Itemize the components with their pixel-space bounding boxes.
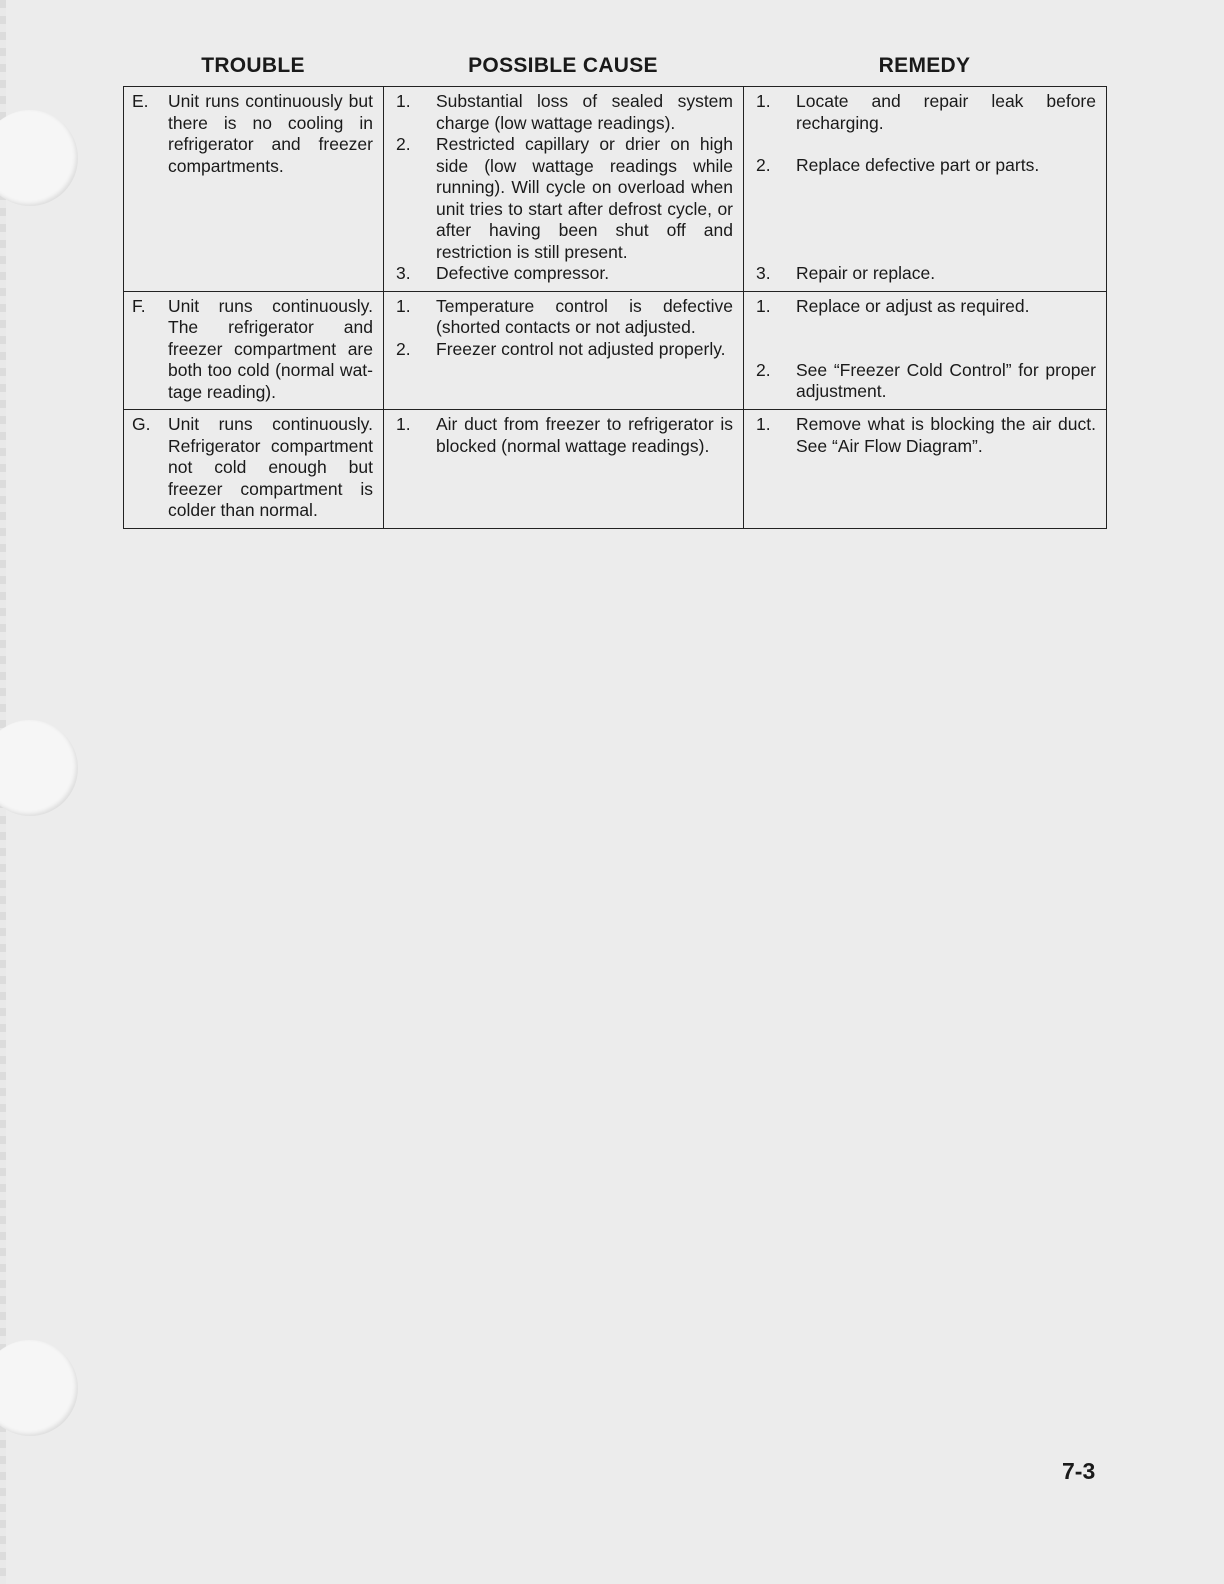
remedy-number: 1. xyxy=(756,91,771,111)
cause-text: Restricted capillary or drier on high side (low wattage readings while running). Will cycle on overload when unit tries to start after defrost cycle, or after having been shut off and restriction is still present. xyxy=(436,134,733,262)
cause-item xyxy=(384,263,743,285)
page-number: 7-3 xyxy=(1062,1458,1096,1484)
punch-hole xyxy=(0,1340,78,1436)
remedy-cell xyxy=(744,410,1107,529)
cause-item xyxy=(384,296,743,339)
cause-cell xyxy=(384,291,744,410)
remedy-text: See “Freezer Cold Control” for proper adjustment. xyxy=(796,359,1096,401)
cause-number: 2. xyxy=(396,134,411,154)
table-row xyxy=(124,87,1107,292)
remedy-item xyxy=(744,155,1106,177)
cause-cell xyxy=(384,87,744,292)
cause-item xyxy=(384,134,743,263)
cause-number: 1. xyxy=(396,295,411,316)
remedy-cell xyxy=(744,291,1107,410)
trouble-text: Unit runs continuously. Refrigerator compartment not cold enough but freezer compartment is colder than normal. xyxy=(168,414,373,520)
cause-text: Air duct from freezer to refrigerator is blocked (normal wattage readings). xyxy=(436,414,733,456)
trouble-cell xyxy=(124,87,384,292)
header-trouble: TROUBLE xyxy=(201,54,305,77)
remedy-text: Replace defective part or parts. xyxy=(796,155,1040,175)
trouble-letter: F. xyxy=(132,295,146,316)
remedy-item xyxy=(744,360,1106,403)
remedy-text: Remove what is blocking the air duct. See “Air Flow Diagram”. xyxy=(796,414,1096,456)
table-header xyxy=(123,54,1106,84)
remedy-text: Repair or replace. xyxy=(796,263,936,283)
table-row xyxy=(124,410,1107,529)
troubleshooting-table xyxy=(123,86,1107,529)
remedy-item xyxy=(744,414,1106,457)
remedy-number: 2. xyxy=(756,155,771,175)
trouble-cell xyxy=(124,410,384,529)
trouble-text: Unit runs continuously. The refrigerator and freezer compartment are both too cold (normal wattage reading). xyxy=(168,295,373,402)
cause-item xyxy=(384,339,743,361)
trouble-text: Unit runs continuously but there is no cooling in refrigerator and freezer compartments. xyxy=(168,91,373,176)
table-row xyxy=(124,291,1107,410)
cause-text: Freezer control not adjusted properly. xyxy=(436,338,726,359)
trouble-cell xyxy=(124,291,384,410)
cause-text: Defective compressor. xyxy=(436,263,610,283)
remedy-text: Locate and repair leak before recharging. xyxy=(796,91,1096,133)
remedy-number: 1. xyxy=(756,414,771,434)
cause-number: 1. xyxy=(396,414,411,434)
cause-cell xyxy=(384,410,744,529)
punch-hole xyxy=(0,720,78,816)
header-possible-cause: POSSIBLE CAUSE xyxy=(468,54,658,77)
cause-number: 3. xyxy=(396,263,411,283)
trouble-letter: E. xyxy=(132,91,149,111)
remedy-item xyxy=(744,91,1106,155)
remedy-number: 1. xyxy=(756,295,771,316)
remedy-cell xyxy=(744,87,1107,292)
trouble-letter: G. xyxy=(132,414,151,434)
remedy-item xyxy=(744,263,1106,285)
cause-text: Temperature control is defective (shorted contacts or not adjusted. xyxy=(436,295,733,337)
cause-number: 1. xyxy=(396,91,411,111)
remedy-text: Replace or adjust as required. xyxy=(796,295,1030,316)
cause-item xyxy=(384,414,743,457)
cause-number: 2. xyxy=(396,338,411,359)
remedy-number: 2. xyxy=(756,359,771,380)
punch-hole xyxy=(0,110,78,206)
cause-text: Substantial loss of sealed system charge (low wattage readings). xyxy=(436,91,733,133)
remedy-item xyxy=(744,296,1106,360)
remedy-number: 3. xyxy=(756,263,771,283)
cause-item xyxy=(384,91,743,134)
header-remedy: REMEDY xyxy=(878,54,971,77)
